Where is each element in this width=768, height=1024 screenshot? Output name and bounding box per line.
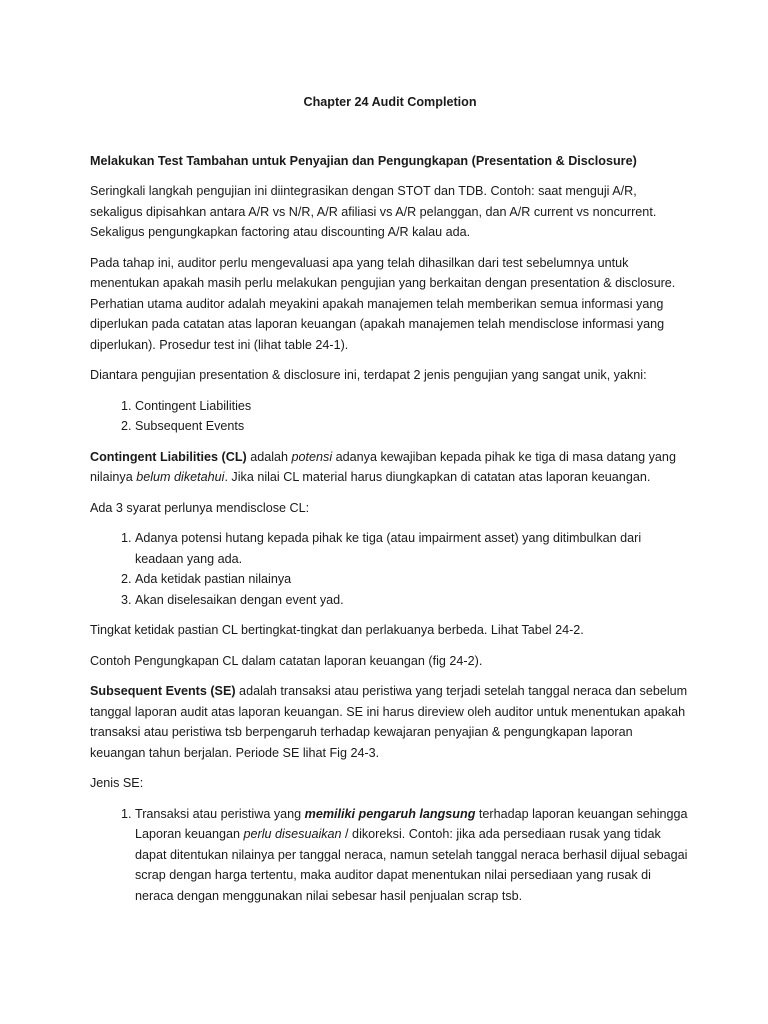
list-item [135,804,690,907]
paragraph-cl-definition [90,447,690,488]
text-run: terhadap laporan keuangan sehingga Laporan keuangan [135,806,688,841]
emphasis-belum-diketahui: belum diketahui [136,470,225,484]
list-se-types [90,804,690,907]
paragraph-se-definition [90,681,690,763]
text-run: / dikoreksi. Contoh: jika ada persediaan rusak yang tidak dapat ditentukan nilainya per tanggal neraca, namun setelah tanggal neraca berhasil dijual sebagai scrap dengan harga tertentu, maka auditor dapat menentukan nilai persediaan yang rusak di neraca dengan menggunakan nilai sebesar hasil penjualan scrap tsb. [135,827,688,903]
list-unique-tests [90,396,690,437]
text-run: . Jika nilai CL material harus diungkapkan di catatan atas laporan keuangan. [224,470,651,484]
list-item: 2. Subsequent Events [135,416,690,437]
term-contingent-liabilities: Contingent Liabilities (CL) [90,449,247,464]
text-run: adalah [246,449,292,464]
paragraph-evaluation: Pada tahap ini, auditor perlu mengevaluasi apa yang telah dihasilkan dari test sebelumnya untuk menentukan apakah masih perlu melakukan pengujian yang berkaitan dengan presentation & disclosure. Perhatian utama auditor adalah meyakini apakah manajemen telah memberikan semua informasi yang diperlukan pada catatan atas laporan keuangan (apakah manajemen telah mendisclose informasi yang diperlukan). Prosedur test ini (lihat table 24-1). [90,255,676,352]
section-heading: Melakukan Test Tambahan untuk Penyajian dan Pengungkapan (Presentation & Disclosure) [90,153,637,168]
document-title: Chapter 24 Audit Completion [303,95,477,109]
list-item: 1. Contingent Liabilities [135,396,690,417]
term-subsequent-events: Subsequent Events (SE) [90,684,236,698]
paragraph-se-types: Jenis SE: [90,776,144,790]
list-item: 2. Ada ketidak pastian nilainya [135,569,690,590]
emphasis-pengaruh-langsung: memiliki pengaruh langsung [304,806,476,821]
paragraph-unique-tests: Diantara pengujian presentation & disclosure ini, terdapat 2 jenis pengujian yang sangat unik, yakni: [90,368,647,382]
text-run: Transaksi atau peristiwa yang [135,806,305,821]
list-item: 1. Adanya potensi hutang kepada pihak ke tiga (atau impairment asset) yang ditimbulkan dari keadaan yang ada. [135,528,690,569]
paragraph-cl-uncertainty: Tingkat ketidak pastian CL bertingkat-tingkat dan perlakuanya berbeda. Lihat Tabel 24-2. [90,623,584,637]
paragraph-cl-requirements: Ada 3 syarat perlunya mendisclose CL: [90,500,310,515]
document-page [90,92,690,916]
paragraph-stot-tdb: Seringkali langkah pengujian ini diintegrasikan dengan STOT dan TDB. Contoh: saat menguji A/R, sekaligus dipisahkan antara A/R vs N/R, A/R afiliasi vs A/R pelanggan, dan A/R current vs noncurrent. Sekaligus pengungkapkan factoring atau discounting A/R kalau ada. [90,184,657,239]
list-item: 3. Akan diselesaikan dengan event yad. [135,590,690,611]
emphasis-potensi: potensi [291,449,333,464]
text-run: adanya kewajiban kepada pihak ke tiga di masa datang yang nilainya [90,449,676,484]
text-run: adalah transaksi atau peristiwa yang terjadi setelah tanggal neraca dan sebelum tanggal laporan audit atas laporan keuangan. SE ini harus direview oleh auditor untuk menentukan apakah transaksi atau peristiwa tsb berpengaruh terhadap kewajaran penyajian & pengungkapan laporan keuangan tahun berjalan. Periode SE lihat Fig 24-3. [90,684,688,760]
list-cl-requirements [90,528,690,610]
emphasis-perlu-disesuaikan: perlu disesuaikan [243,827,342,841]
paragraph-cl-example: Contoh Pengungkapan CL dalam catatan laporan keuangan (fig 24-2). [90,653,483,668]
